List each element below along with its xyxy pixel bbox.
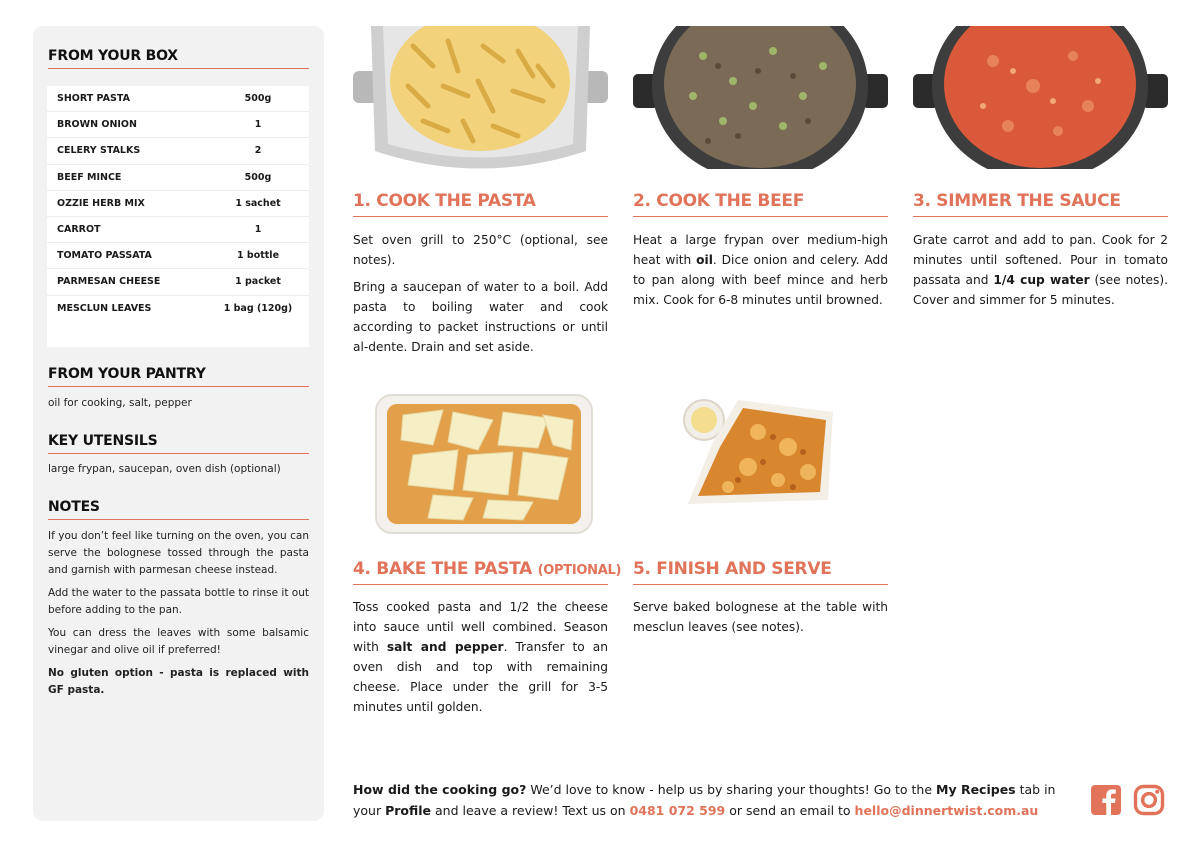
ingredient-row <box>47 217 309 243</box>
utensils-text: large frypan, saucepan, oven dish (optional) <box>48 463 281 475</box>
ingredient-row <box>47 165 309 191</box>
ingredient-row <box>47 243 309 269</box>
cheese-pasta-dish-photo <box>373 390 595 538</box>
step-4-text: Toss cooked pasta and 1/2 the cheese into sauce until well combined. Season with salt and pepper. Transfer to an oven dish and top with remaining cheese. Place under the grill for 3-5 minutes until golden. <box>353 600 608 714</box>
step-2-body <box>633 230 888 317</box>
baked-pasta-photo <box>678 392 838 510</box>
notes-heading: NOTES <box>48 499 309 520</box>
ingredient-qty: 1 packet <box>235 276 281 288</box>
phone-link[interactable]: 0481 072 599 <box>629 803 726 818</box>
ingredient-row <box>47 269 309 295</box>
beef-frypan-photo <box>633 26 888 169</box>
profile-link[interactable]: Profile <box>385 803 432 818</box>
key-utensils-heading: KEY UTENSILS <box>48 433 309 454</box>
pantry-text: oil for cooking, salt, pepper <box>48 397 192 409</box>
note-item: Add the water to the passata bottle to rinse it out before adding to the pan. <box>48 587 309 616</box>
step-1-text: Bring a saucepan of water to a boil. Add pasta to boiling water and cook according to packet instructions or until al-dente. Drain and set aside. <box>353 280 608 354</box>
step-4-title <box>353 559 622 585</box>
email-link[interactable]: hello@dinnertwist.com.au <box>854 803 1039 818</box>
feedback-footer: How did the cooking go? We’d love to know - help us by sharing your thoughts! Go to the My Recipes tab in your Profile and leave a review! Text us on 0481 072 599 or send an email to hello@dinnertwist.com.au <box>353 782 1056 818</box>
ingredients-table <box>47 86 309 347</box>
step-1-text: Set oven grill to 250°C (optional, see notes). <box>353 233 608 267</box>
note-item: You can dress the leaves with some balsamic vinegar and olive oil if preferred! <box>48 627 309 656</box>
ingredient-name: PARMESAN CHEESE <box>57 276 161 288</box>
instagram-icon[interactable] <box>1133 784 1167 818</box>
ingredient-name: CELERY STALKS <box>57 145 141 157</box>
ingredient-qty: 1 <box>254 119 262 131</box>
ingredient-qty: 1 <box>254 224 262 236</box>
ingredient-name: OZZIE HERB MIX <box>57 197 145 209</box>
facebook-icon[interactable] <box>1090 784 1124 818</box>
step-3-body <box>913 230 1168 317</box>
ingredient-row <box>47 86 309 112</box>
step-4-body <box>353 597 608 724</box>
ingredient-qty: 1 sachet <box>235 197 281 209</box>
from-your-pantry-heading: FROM YOUR PANTRY <box>48 366 309 387</box>
optional-tag: (OPTIONAL) <box>537 563 622 578</box>
step-5-title: 5. FINISH AND SERVE <box>633 559 888 585</box>
step-2-text: Heat a large frypan over medium-high heat with oil. Dice onion and celery. Add to pan along with beef mince and herb mix. Cook for 6-8 minutes until browned. <box>633 233 888 307</box>
ingredient-name: SHORT PASTA <box>57 93 130 105</box>
pasta-colander-photo <box>353 26 608 169</box>
step-2-title: 2. COOK THE BEEF <box>633 191 888 217</box>
ingredient-qty: 1 bag (120g) <box>223 303 293 315</box>
step-3-title: 3. SIMMER THE SAUCE <box>913 191 1168 217</box>
step-4-title-text: 4. BAKE THE PASTA <box>353 559 533 579</box>
ingredient-qty: 500g <box>244 171 272 183</box>
my-recipes-link[interactable]: My Recipes <box>936 782 1016 797</box>
ingredient-name: MESCLUN LEAVES <box>57 303 152 315</box>
ingredient-row <box>47 296 309 322</box>
note-item: If you don’t feel like turning on the oven, you can serve the bolognese tossed through the pasta and garnish with parmesan cheese instead. <box>48 530 309 576</box>
ingredient-row <box>47 138 309 164</box>
step-3-text: Grate carrot and add to pan. Cook for 2 minutes until softened. Pour in tomato passata and 1/4 cup water (see notes). Cover and simmer for 5 minutes. <box>913 233 1169 307</box>
ingredient-qty: 2 <box>254 145 262 157</box>
ingredient-row <box>47 191 309 217</box>
ingredient-name: BROWN ONION <box>57 119 137 131</box>
notes-list <box>48 528 309 705</box>
step-5-text: Serve baked bolognese at the table with mesclun leaves (see notes). <box>633 600 888 634</box>
from-your-box-heading: FROM YOUR BOX <box>48 48 309 69</box>
ingredient-name: TOMATO PASSATA <box>57 250 152 262</box>
sauce-frypan-photo <box>913 26 1168 169</box>
ingredients-sidebar <box>33 26 324 821</box>
step-5-body <box>633 597 888 644</box>
feedback-question: How did the cooking go? <box>353 782 527 797</box>
ingredient-qty: 1 bottle <box>236 250 280 262</box>
step-1-body <box>353 230 608 364</box>
ingredient-qty: 500g <box>244 93 272 105</box>
ingredient-name: BEEF MINCE <box>57 171 122 183</box>
ingredient-name: CARROT <box>57 224 101 236</box>
ingredient-row <box>47 112 309 138</box>
note-item: No gluten option - pasta is replaced with GF pasta. <box>48 667 309 696</box>
step-1-title: 1. COOK THE PASTA <box>353 191 608 217</box>
